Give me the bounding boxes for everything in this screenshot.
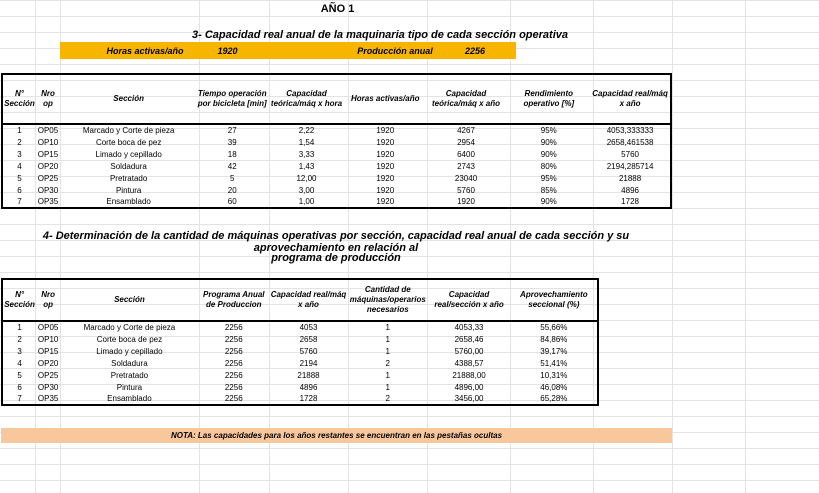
table-cell[interactable]: 4 <box>17 358 22 368</box>
table-cell[interactable]: 1 <box>385 346 390 356</box>
table-cell[interactable]: OP05 <box>37 323 59 332</box>
table-cell[interactable]: 4388,57 <box>454 358 484 368</box>
table-cell[interactable]: OP10 <box>37 137 59 147</box>
summary-bar <box>60 42 516 59</box>
hours-value[interactable]: 1920 <box>217 45 238 56</box>
table-cell[interactable]: 4267 <box>457 126 475 135</box>
col-header: Capacidad real/máq x año <box>269 279 348 321</box>
table-cell[interactable]: 4053,33 <box>454 323 484 332</box>
table-row <box>2 393 598 405</box>
table-cell[interactable]: Limado y cepillado <box>96 346 163 356</box>
table-cell[interactable]: 5760 <box>457 185 475 195</box>
col-header: Capacidad real/sección x año <box>427 279 510 321</box>
table-cell[interactable]: 2256 <box>224 346 243 356</box>
table-cell[interactable]: 2743 <box>457 161 475 171</box>
table-cell[interactable]: 1 <box>385 382 390 392</box>
hours-label: Horas activas/año <box>106 45 184 56</box>
table-row <box>2 160 671 172</box>
table-cell[interactable]: 85% <box>540 185 557 195</box>
table-cell[interactable]: 1 <box>385 370 390 380</box>
capacity-table <box>1 73 672 209</box>
table-cell[interactable]: 2194,285714 <box>606 161 654 171</box>
table-cell[interactable]: 2 <box>17 334 22 344</box>
table-cell[interactable]: 20 <box>227 185 237 195</box>
table-cell[interactable]: 95% <box>540 173 557 183</box>
table-cell[interactable]: 7 <box>17 197 22 206</box>
table-cell[interactable]: 2194 <box>299 358 318 368</box>
col-header: Rendimiento operativo [%] <box>507 74 590 124</box>
table-cell[interactable]: 6 <box>17 382 22 392</box>
table-cell[interactable]: 1920 <box>376 173 395 183</box>
col-header: Sección <box>60 74 197 124</box>
table-cell[interactable]: 3,00 <box>298 185 315 195</box>
table-cell[interactable]: 90% <box>540 197 557 206</box>
table-cell[interactable]: 2658 <box>299 334 318 344</box>
col-header: Tiempo operación por bicicleta [min] <box>197 74 267 124</box>
table-cell[interactable]: Pintura <box>116 382 143 392</box>
table-cell[interactable]: 90% <box>540 149 557 159</box>
table-cell[interactable]: Pretratado <box>110 370 149 380</box>
table-cell[interactable]: 4 <box>17 161 22 171</box>
table-cell[interactable]: 65,28% <box>540 394 568 403</box>
table-header-row <box>2 74 671 124</box>
table-cell[interactable]: Corte boca de pez <box>96 334 163 344</box>
table-cell[interactable]: 1,43 <box>298 161 315 171</box>
table-cell[interactable]: 27 <box>227 126 237 135</box>
table-cell[interactable]: 3456,00 <box>454 394 484 403</box>
allocation-table <box>1 278 599 406</box>
table-row <box>2 136 671 148</box>
table-cell[interactable]: 2256 <box>224 382 243 392</box>
table-row <box>2 172 671 184</box>
table-cell[interactable]: Marcado y Corte de pieza <box>82 126 175 135</box>
table-cell[interactable]: 2 <box>385 358 390 368</box>
table-row <box>2 357 598 369</box>
table-cell[interactable]: 23040 <box>454 173 478 183</box>
table-cell[interactable]: OP30 <box>37 382 59 392</box>
table-cell[interactable]: 4896 <box>299 382 318 392</box>
table-cell[interactable]: 51,41% <box>540 358 568 368</box>
col-header: Programa Anual de Produccion <box>199 279 269 321</box>
table-cell[interactable]: 7 <box>17 394 22 403</box>
table-row <box>2 381 598 393</box>
table-cell[interactable]: 1,54 <box>298 137 315 147</box>
table-cell[interactable]: 21888 <box>297 370 320 380</box>
table-row <box>2 369 598 381</box>
table-cell[interactable]: 1,00 <box>298 197 315 206</box>
table-cell[interactable]: 3 <box>17 149 22 159</box>
table-cell[interactable]: OP25 <box>37 370 59 380</box>
table-cell[interactable]: 80% <box>540 161 557 171</box>
table-header-row <box>2 279 598 321</box>
table-cell[interactable]: 1920 <box>376 126 395 135</box>
col-header: N° Sección <box>2 74 36 124</box>
table-cell[interactable]: 2256 <box>224 394 243 403</box>
table-cell[interactable]: 1728 <box>621 197 639 206</box>
table-cell[interactable]: 4053 <box>299 323 318 332</box>
table-cell[interactable]: 12,00 <box>296 173 317 183</box>
table-cell[interactable]: 1 <box>385 334 390 344</box>
table-cell[interactable]: 5 <box>17 370 22 380</box>
table-cell[interactable]: 5 <box>229 173 235 183</box>
table-cell[interactable]: 1 <box>17 126 22 135</box>
table-cell[interactable]: Pretratado <box>109 173 148 183</box>
table-cell[interactable]: 21888,00 <box>452 370 486 380</box>
table-cell[interactable]: Soldadura <box>110 161 147 171</box>
table-cell[interactable]: 4896 <box>621 185 639 195</box>
table-cell[interactable]: 1 <box>385 323 390 332</box>
table-cell[interactable]: OP15 <box>37 346 59 356</box>
table-row <box>2 124 671 136</box>
table-row <box>2 345 598 357</box>
table-row <box>2 321 598 333</box>
table-cell[interactable]: 3,33 <box>298 149 315 159</box>
production-value[interactable]: 2256 <box>464 45 486 56</box>
table-cell[interactable]: 1920 <box>376 149 395 159</box>
table-cell[interactable]: Limado y cepillado <box>95 149 162 159</box>
col-header: Capacidad real/máq x año <box>590 74 671 124</box>
table-cell[interactable]: 1920 <box>457 197 475 206</box>
col-header: Sección <box>60 279 198 321</box>
table-cell[interactable]: 1920 <box>376 137 395 147</box>
table-cell[interactable]: 6400 <box>457 149 475 159</box>
table-cell[interactable]: Pintura <box>115 185 142 195</box>
table-cell[interactable]: OP35 <box>37 394 59 403</box>
table-cell[interactable]: 1920 <box>376 197 395 206</box>
table-cell[interactable]: 2256 <box>224 334 243 344</box>
table-cell[interactable]: 2256 <box>224 370 243 380</box>
table-cell[interactable]: OP35 <box>37 197 59 206</box>
table-cell[interactable]: 6 <box>17 185 22 195</box>
table-cell[interactable]: 2 <box>385 394 390 403</box>
table-cell[interactable]: 1728 <box>299 394 318 403</box>
table-cell[interactable]: OP25 <box>37 173 59 183</box>
table-cell[interactable]: 39 <box>227 137 237 147</box>
table-cell[interactable]: Soldadura <box>111 358 148 368</box>
table-cell[interactable]: 10,31% <box>540 370 568 380</box>
table-cell[interactable]: 95% <box>540 126 557 135</box>
table-cell[interactable]: 4896,00 <box>454 382 484 392</box>
table-cell[interactable]: 1 <box>17 323 22 332</box>
table-cell[interactable]: 42 <box>227 161 237 171</box>
table-cell[interactable]: OP05 <box>37 126 59 135</box>
table-cell[interactable]: 39,17% <box>540 346 568 356</box>
section3-title: 3- Capacidad real anual de la maquinaria tipo de cada sección operativa <box>192 29 568 41</box>
table-cell[interactable]: 1920 <box>376 161 395 171</box>
table-cell[interactable]: 4053,333333 <box>606 126 654 135</box>
table-cell[interactable]: OP30 <box>37 185 59 195</box>
table-cell[interactable]: 5760,00 <box>454 346 484 356</box>
table-cell[interactable]: Ensamblado <box>106 197 151 206</box>
table-cell[interactable]: 2954 <box>457 137 475 147</box>
table-cell[interactable]: 2256 <box>224 358 243 368</box>
table-cell[interactable]: 84,86% <box>540 334 568 344</box>
year-title: AÑO 1 <box>320 3 355 15</box>
table-cell[interactable]: 46,08% <box>540 382 568 392</box>
table-cell[interactable]: 18 <box>227 149 237 159</box>
table-row <box>2 148 671 160</box>
table-cell[interactable]: 3 <box>17 346 22 356</box>
table-cell[interactable]: 60 <box>227 197 237 206</box>
table-cell[interactable]: OP20 <box>37 358 59 368</box>
col-header: Horas activas/año <box>346 74 425 124</box>
table-cell[interactable]: 5 <box>17 173 22 183</box>
production-label: Producción anual <box>357 45 433 56</box>
table-row <box>2 333 598 345</box>
col-header: Aprovechamiento seccional (%) <box>511 279 598 321</box>
table-cell[interactable]: 5760 <box>621 149 639 159</box>
col-header: Nro op <box>36 279 60 321</box>
table-cell[interactable]: 2256 <box>224 323 243 332</box>
table-cell[interactable]: 5760 <box>299 346 318 356</box>
table-cell[interactable]: Marcado y Corte de pieza <box>83 323 176 332</box>
section4-title-line2: programa de producción <box>271 252 401 264</box>
table-cell[interactable]: 2658,461538 <box>606 137 654 147</box>
table-cell[interactable]: 2 <box>17 137 22 147</box>
col-header: Capacidad teórica/máq x año <box>425 74 508 124</box>
table-cell[interactable]: 90% <box>540 137 557 147</box>
col-header: Cantidad de máquinas/operarios necesarios <box>348 279 427 321</box>
col-header: Nro op <box>36 74 60 124</box>
table-cell[interactable]: 21888 <box>618 173 642 183</box>
table-cell[interactable]: 2,22 <box>298 126 315 135</box>
table-cell[interactable]: Corte boca de pez <box>95 137 162 147</box>
table-cell[interactable]: OP10 <box>37 334 59 344</box>
table-cell[interactable]: Ensamblado <box>107 394 152 403</box>
table-cell[interactable]: OP15 <box>37 149 59 159</box>
col-header: Capacidad teórica/máq x hora <box>267 74 346 124</box>
col-header: N° Sección <box>2 279 36 321</box>
table-cell[interactable]: OP20 <box>37 161 59 171</box>
table-row <box>2 184 671 196</box>
section4-title-line1: 4- Determinación de la cantidad de máquinas operativas por sección, capacidad real anual de cada sección y su aprovechamiento en relación al <box>42 230 630 254</box>
note-bar: NOTA: Las capacidades para los años restantes se encuentran en las pestañas ocultas <box>1 428 672 443</box>
table-cell[interactable]: 1920 <box>376 185 395 195</box>
table-row <box>2 196 671 208</box>
table-cell[interactable]: 2658,46 <box>454 334 484 344</box>
table-cell[interactable]: 55,66% <box>540 323 568 332</box>
